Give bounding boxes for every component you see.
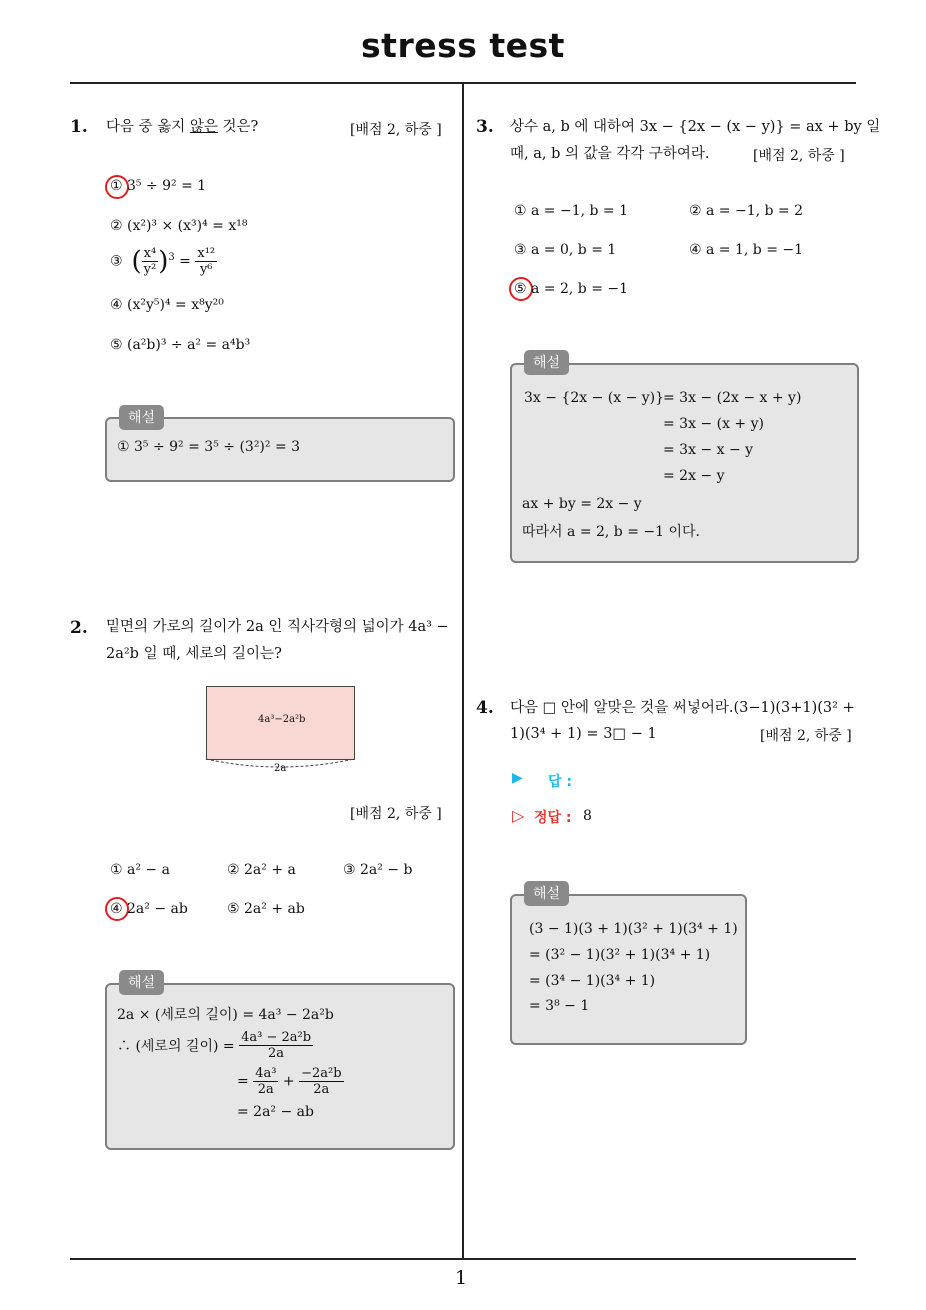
- question-3-option-5[interactable]: ⑤ a = 2, b = −1: [514, 281, 629, 297]
- question-3-line-2: 때, a, b 의 값을 각각 구하여라.: [510, 146, 710, 162]
- question-4-meta: [배점 2, 하중 ]: [760, 728, 852, 744]
- solution-3-numerator-2: −2a²b: [301, 1066, 342, 1081]
- question-2-option-4[interactable]: ④ 2a² − ab: [110, 901, 188, 917]
- option-3-exponent: 3: [168, 251, 175, 263]
- question-2-meta: [배점 2, 하중 ]: [350, 806, 442, 822]
- question-3-solution-line-4: = 2x − y: [663, 468, 725, 484]
- question-1-text-b: 것은?: [217, 119, 259, 135]
- question-1-option-1[interactable]: ① 3⁵ ÷ 9² = 1: [110, 178, 207, 194]
- question-1-option-4[interactable]: ④ (x²y⁵)⁴ = x⁸y²⁰: [110, 297, 224, 313]
- question-1-text-a: 다음 중 옳지: [106, 119, 190, 135]
- question-1-solution-tag: 해설: [119, 405, 164, 430]
- question-1-number: 1.: [70, 117, 88, 137]
- question-2-option-2[interactable]: ② 2a² + a: [227, 862, 296, 878]
- question-1-solution-text: ① 3⁵ ÷ 9² = 3⁵ ÷ (3²)² = 3: [117, 439, 301, 455]
- page-number: 1: [455, 1267, 468, 1289]
- question-3-option-4[interactable]: ④ a = 1, b = −1: [689, 242, 804, 258]
- question-2-option-3[interactable]: ③ 2a² − b: [343, 862, 413, 878]
- question-3-solution-line-3: = 3x − x − y: [663, 442, 754, 458]
- question-1-option-2[interactable]: ② (x²)³ × (x³)⁴ = x¹⁸: [110, 218, 248, 234]
- question-3-meta: [배점 2, 하중 ]: [753, 148, 845, 164]
- correct-answer-label: 정답 :: [534, 810, 572, 826]
- option-3-rhs-denominator: y⁶: [199, 262, 213, 277]
- question-3-solution-tag: 해설: [524, 350, 569, 375]
- question-1-option-5[interactable]: ⑤ (a²b)³ ÷ a² = a⁴b³: [110, 337, 251, 353]
- option-3-numerator: x⁴: [142, 246, 159, 262]
- question-3-line-1: 상수 a, b 에 대하여 3x − {2x − (x − y)} = ax + by 일: [510, 119, 881, 135]
- option-3-denominator: y²: [143, 262, 157, 277]
- question-1-option-3[interactable]: ③ ( $\frac{\text{x⁴}}{\text{y²}}$ )$^3$ = $\frac{\text{x¹²}}{\text{y⁶}}$: [110, 246, 216, 277]
- option-3-rhs-numerator: x¹²: [197, 246, 216, 261]
- solution-3-denominator-2: 2a: [313, 1082, 330, 1097]
- question-2-solution-line-3: [237, 1066, 344, 1097]
- question-3-solution-line-6: 따라서 a = 2, b = −1 이다.: [522, 524, 700, 540]
- option-3-label: ③: [110, 253, 123, 270]
- question-2-solution-line-4: = 2a² − ab: [237, 1104, 314, 1120]
- column-divider: [462, 83, 464, 1259]
- question-2-option-1[interactable]: ① a² − a: [110, 862, 170, 878]
- question-3-number: 3.: [476, 117, 494, 137]
- solution-2-lhs: ∴ (세로의 길이) =: [117, 1038, 235, 1055]
- question-3-option-2[interactable]: ② a = −1, b = 2: [689, 203, 804, 219]
- rectangle-area-label: 4a³−2a²b: [258, 714, 306, 725]
- solution-3-equals: =: [237, 1073, 249, 1090]
- question-2-line-1: 밑면의 가로의 길이가 2a 인 직사각형의 넓이가 4a³ −: [106, 619, 449, 635]
- question-2-solution-line-2: [117, 1030, 313, 1061]
- question-4-line-1: 다음 □ 안에 알맞은 것을 써넣어라.(3−1)(3+1)(3² +: [510, 700, 855, 716]
- question-3-solution-line-5: ax + by = 2x − y: [522, 496, 642, 512]
- question-1-meta: [배점 2, 하중 ]: [350, 122, 442, 138]
- question-1-text-underlined: 않은: [189, 119, 218, 135]
- solution-3-plus: +: [282, 1073, 295, 1090]
- question-4-solution-box: [510, 894, 747, 1045]
- solution-3-denominator-1: 2a: [257, 1082, 274, 1097]
- page-title: stress test: [361, 26, 565, 65]
- question-4-solution-line-3: = (3⁴ − 1)(3⁴ + 1): [529, 973, 656, 989]
- answer-label: 답 :: [548, 774, 572, 790]
- question-4-solution-tag: 해설: [524, 881, 569, 906]
- correct-answer-marker-icon: ▷: [512, 806, 525, 825]
- question-2-line-2: 2a²b 일 때, 세로의 길이는?: [106, 646, 282, 662]
- footer-rule: [70, 1258, 856, 1260]
- question-4-solution-line-1: (3 − 1)(3 + 1)(3² + 1)(3⁴ + 1): [529, 921, 738, 937]
- rectangle-width-label: 2a: [274, 763, 287, 774]
- correct-answer-value: 8: [583, 808, 592, 824]
- question-4-number: 4.: [476, 698, 494, 718]
- question-3-solution-line-1-lhs: 3x − {2x − (x − y)}: [524, 390, 665, 406]
- option-3-equals: =: [179, 253, 191, 270]
- question-1-text: [106, 112, 258, 142]
- question-2-solution-tag: 해설: [119, 970, 164, 995]
- solution-3-numerator-1: 4a³: [255, 1066, 277, 1081]
- question-3-solution-line-1-rhs: = 3x − (2x − x + y): [663, 390, 802, 406]
- question-3-option-1[interactable]: ① a = −1, b = 1: [514, 203, 629, 219]
- question-4-solution-line-4: = 3⁸ − 1: [529, 998, 590, 1014]
- question-3-option-3[interactable]: ③ a = 0, b = 1: [514, 242, 617, 258]
- question-3-solution-line-2: = 3x − (x + y): [663, 416, 764, 432]
- question-4-line-2: 1)(3⁴ + 1) = 3□ − 1: [510, 726, 657, 742]
- question-2-solution-line-1: 2a × (세로의 길이) = 4a³ − 2a²b: [117, 1007, 334, 1023]
- answer-marker-icon: ▶: [512, 770, 523, 786]
- question-2-number: 2.: [70, 618, 88, 638]
- solution-2-denominator: 2a: [268, 1046, 285, 1061]
- question-4-solution-line-2: = (3² − 1)(3² + 1)(3⁴ + 1): [529, 947, 711, 963]
- question-2-option-5[interactable]: ⑤ 2a² + ab: [227, 901, 305, 917]
- solution-2-numerator: 4a³ − 2a²b: [241, 1030, 312, 1045]
